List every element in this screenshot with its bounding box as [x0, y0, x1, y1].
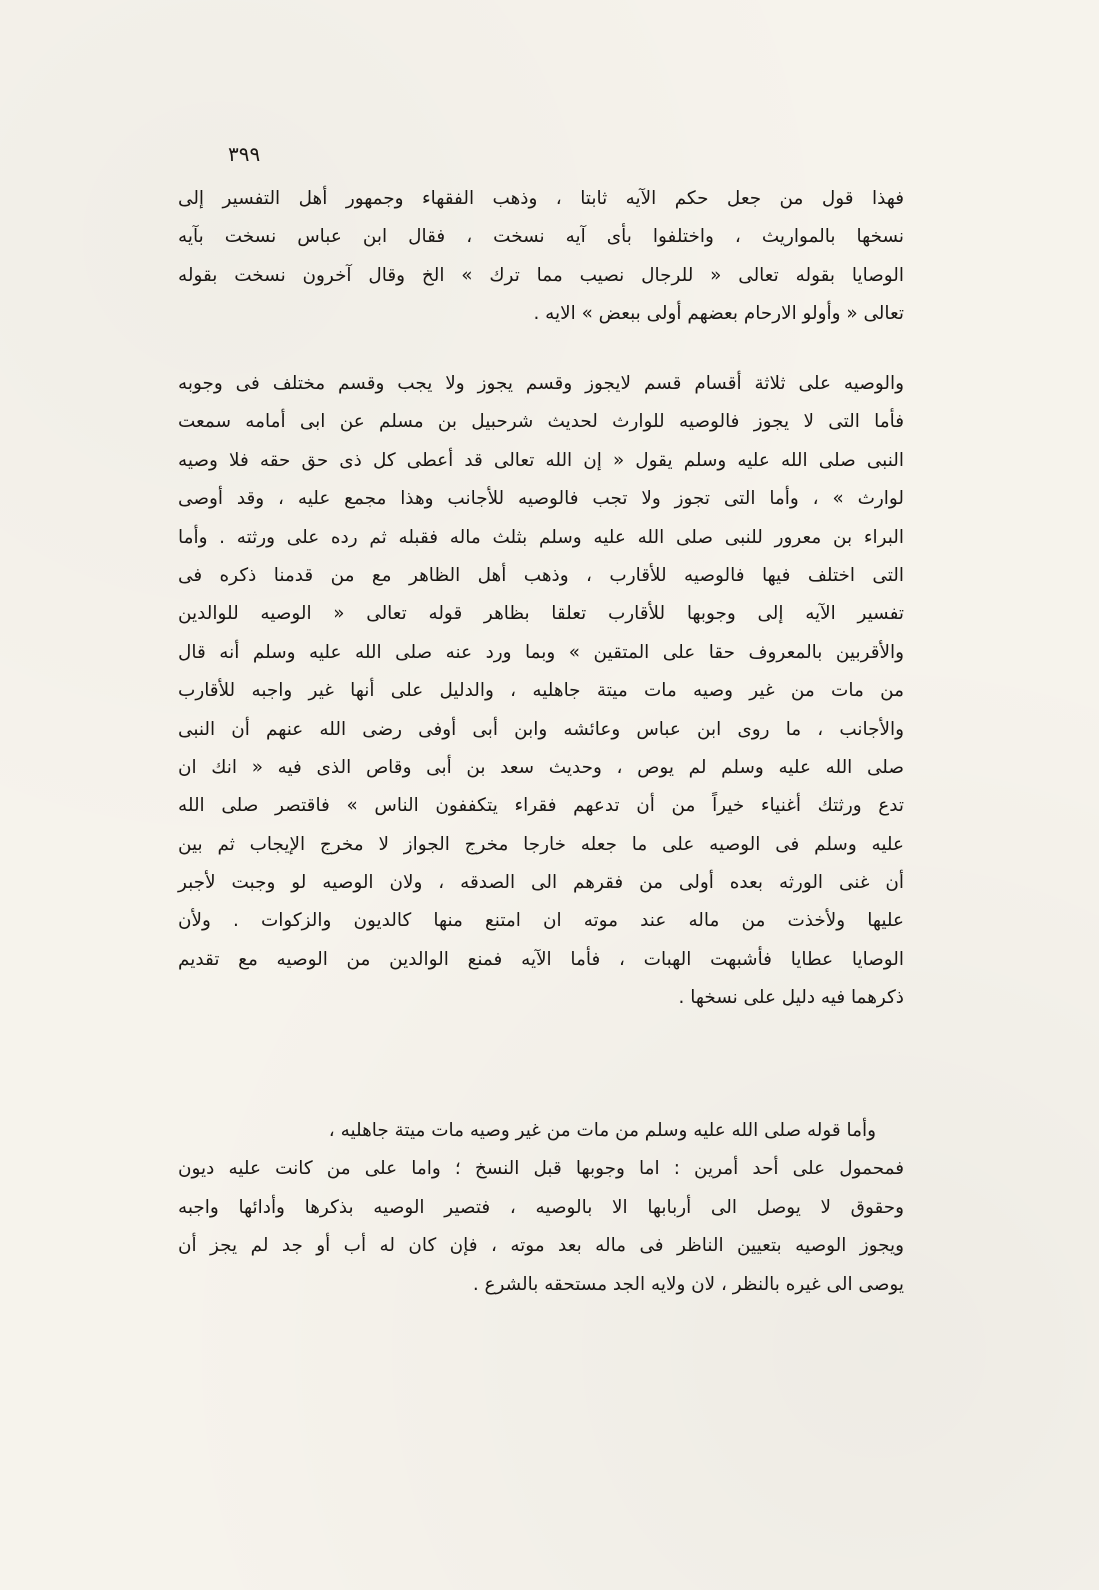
text-line: وحقوق لا يوصل الى أربابها الا بالوصيه ، فتصير الوصيه بذكرها وأدائها واجبه [178, 1196, 904, 1218]
text-line: ذكرهما فيه دليل على نسخها . [678, 987, 904, 1009]
text-line: من مات من غير وصيه مات ميتة جاهليه ، والدليل على أنها غير واجبه للأقارب [178, 680, 904, 702]
text-line: عليه وسلم فى الوصيه على ما جعله خارجا مخرج الجواز لا مخرج الإيجاب ثم بين [178, 833, 904, 855]
text-line: والأقربين بالمعروف حقا على المتقين » وبما ورد عنه صلى الله عليه وسلم أنه قال [178, 641, 904, 663]
text-line: والوصيه على ثلاثة أقسام قسم لايجوز وقسم يجوز ولا يجب وقسم مختلف فى وجوبه [178, 373, 904, 394]
paragraph-abrogation [178, 180, 904, 334]
paragraph-will-types [178, 365, 904, 1018]
text-line: لوارث » ، وأما التى تجوز ولا تجب فالوصيه للأجانب وهذا مجمع عليه ، وقد أوصى [178, 488, 904, 510]
text-line: عليها ولأخذت من ماله عند موته ان امتنع منها كالديون والزكوات . ولأن [178, 910, 904, 932]
text-line: فمحمول على أحد أمرين : اما وجوبها قبل النسخ ؛ واما على من كانت عليه ديون [178, 1158, 904, 1180]
text-line: فأما التى لا يجوز فالوصيه للوارث لحديث شرحبيل بن مسلم عن ابى أمامه سمعت [178, 411, 904, 433]
text-line: الوصايا عطايا فأشبهت الهبات ، فأما الآيه فمنع الوالدين من الوصيه مع تقديم [178, 948, 904, 970]
text-line: النبى صلى الله عليه وسلم يقول « إن الله تعالى قد أعطى كل ذى حق حقه فلا وصيه [178, 449, 904, 471]
text-line: فهذا قول من جعل حكم الآيه ثابتا ، وذهب الفقهاء وجمهور أهل التفسير إلى [178, 188, 904, 209]
text-line: نسخها بالمواريث ، واختلفوا بأى آيه نسخت ، فقال ابن عباس نسخت بآيه [178, 226, 904, 248]
text-line: تفسير الآيه إلى وجوبها للأقارب تعلقا بظاهر قوله تعالى « الوصيه للوالدين [178, 603, 904, 625]
text-line: أن غنى الورثه بعده أولى من فقرهم الى الصدقه ، ولان الوصيه لو وجبت لأجبر [178, 872, 904, 894]
text-line: ويجوز الوصيه بتعيين الناظر فى ماله بعد موته ، فإن كان له أب أو جد لم يجز أن [178, 1235, 904, 1257]
page-number: ٣٩٩ [228, 142, 261, 166]
text-line: تدع ورثتك أغنياء خيراً من أن تدعهم فقراء يتكففون الناس » فاقتصر صلى الله [178, 795, 904, 817]
text-line: والأجانب ، ما روى ابن عباس وعائشه وابن أبى أوفى رضى الله عنهم أن النبى [178, 718, 904, 740]
text-line: التى اختلف فيها فالوصيه للأقارب ، وذهب أهل الظاهر مع من قدمنا ذكره فى [178, 564, 904, 586]
text-line: يوصى الى غيره بالنظر ، لان ولايه الجد مستحقه بالشرع . [472, 1273, 904, 1295]
text-line: الوصايا بقوله تعالى « للرجال نصيب مما ترك » الخ وقال آخرون نسخت بقوله [178, 264, 904, 286]
text-line: وأما قوله صلى الله عليه وسلم من مات من غير وصيه مات ميتة جاهليه ، [328, 1120, 876, 1141]
text-line: تعالى « وأولو الارحام بعضهم أولى ببعض » الايه . [533, 303, 904, 325]
paragraph-hadith-interpretation [178, 1112, 904, 1304]
text-line: البراء بن معرور للنبى صلى الله عليه وسلم بثلث ماله فقبله ثم رده على ورثته . وأما [178, 526, 904, 548]
text-line: صلى الله عليه وسلم لم يوص ، وحديث سعد بن أبى وقاص الذى فيه « انك ان [178, 756, 904, 778]
